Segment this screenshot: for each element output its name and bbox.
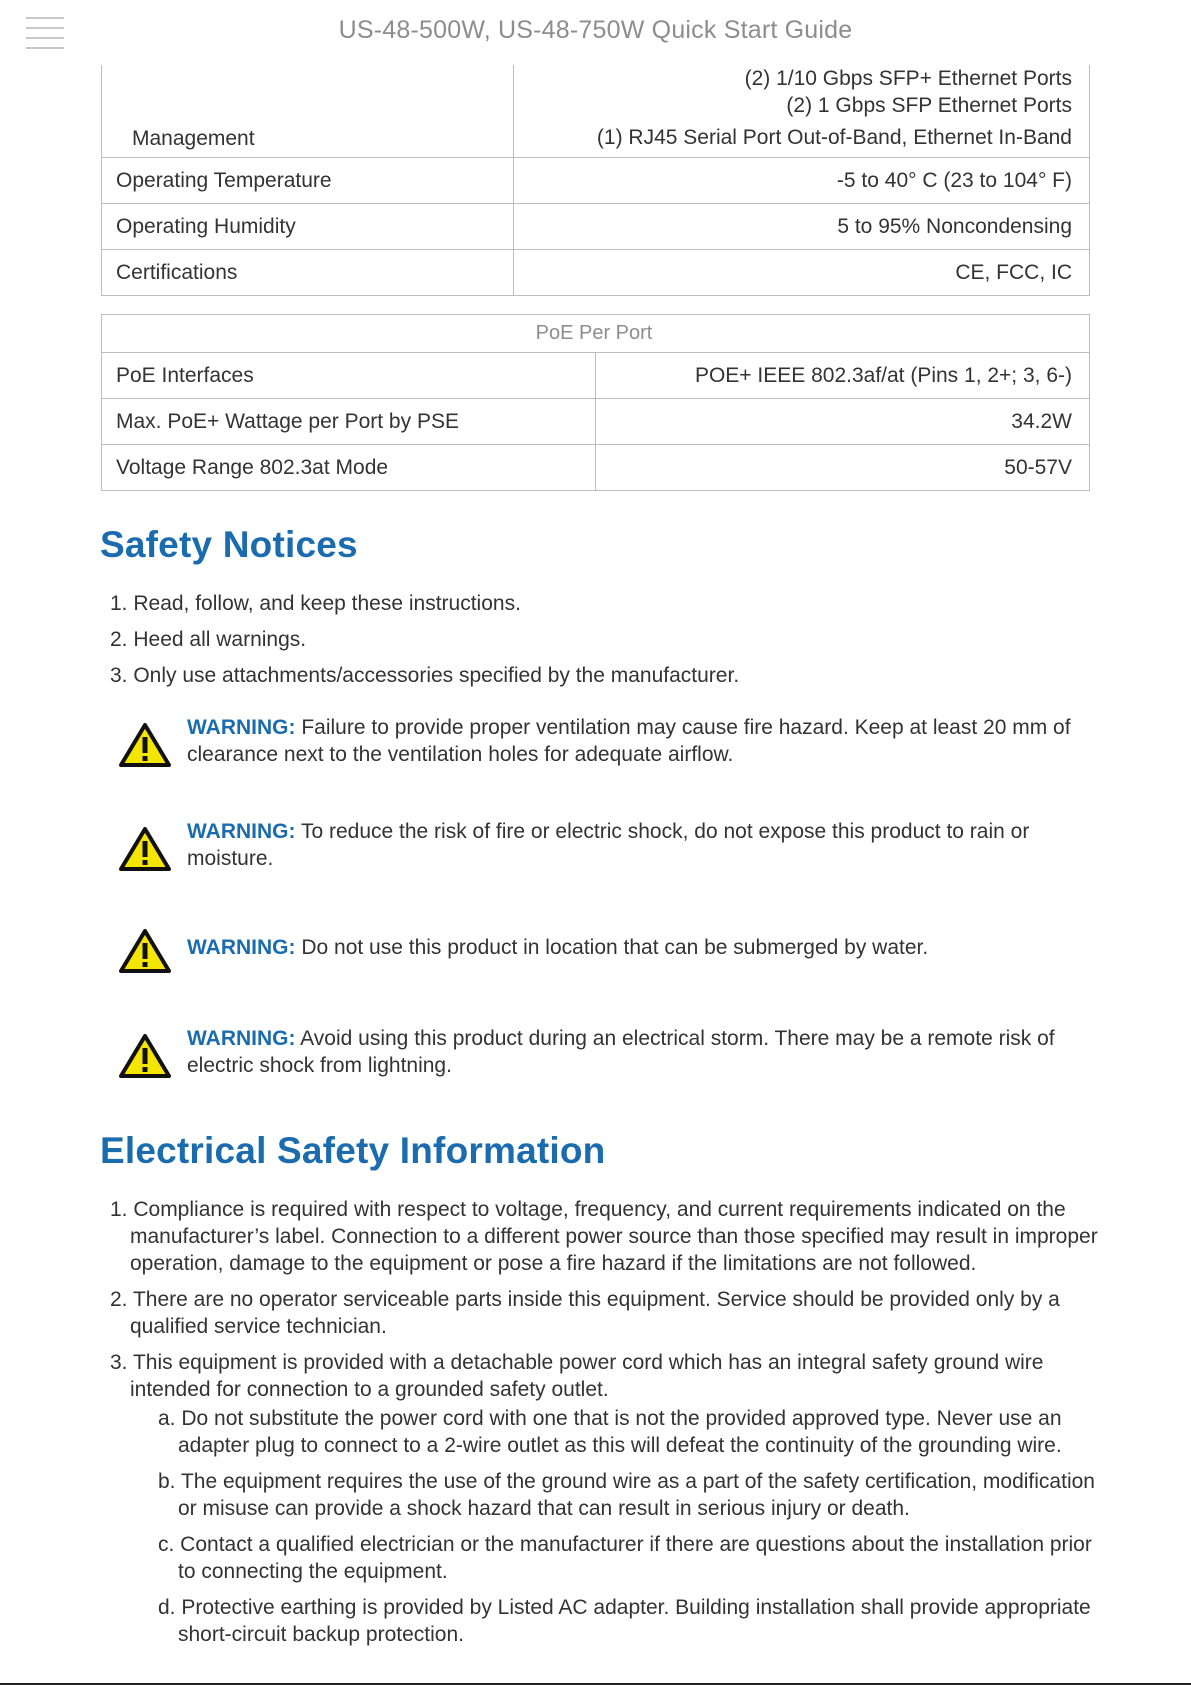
list-item	[110, 1349, 1100, 1648]
table-header-row	[102, 315, 1090, 353]
poe-value: POE+ IEEE 802.3af/at (Pins 1, 2+; 3, 6-)	[596, 353, 1090, 399]
table-row	[102, 353, 1090, 399]
warning-text	[187, 714, 1087, 768]
warning-label: WARNING:	[187, 1027, 296, 1050]
spec-value-line: (2) 1/10 Gbps SFP+ Ethernet Ports	[744, 67, 1072, 90]
safety-notices-heading: Safety Notices	[100, 524, 358, 565]
warning-text	[187, 818, 1087, 872]
spec-label: Operating Temperature	[102, 158, 514, 204]
list-item-text: 3. This equipment is provided with a detachable power cord which has an integral safety ground wire intended for connection to a grounded safety outlet.	[110, 1351, 1044, 1401]
list-item: 2. There are no operator serviceable parts inside this equipment. Service should be provided only by a qualified service technician.	[110, 1288, 1060, 1338]
spec-value: CE, FCC, IC	[514, 250, 1090, 296]
poe-label: Voltage Range 802.3at Mode	[102, 445, 596, 491]
warning-notice	[118, 920, 1078, 984]
warning-notice	[118, 1025, 1078, 1089]
warning-notice	[118, 714, 1078, 778]
warning-triangle-icon	[118, 722, 172, 768]
list-item: 1. Compliance is required with respect to voltage, frequency, and current requirements indicated on the manufacturer’s label. Connection to a different power source than those specified may result in improper operation, damage to the equipment or pose a fire hazard if the limitations are not followed.	[110, 1198, 1098, 1275]
warning-triangle-icon	[118, 928, 172, 974]
warning-body: Do not use this product in location that can be submerged by water.	[295, 936, 929, 959]
list-item: 3. Only use attachments/accessories specified by the manufacturer.	[110, 664, 740, 687]
sub-list-item: d. Protective earthing is provided by Listed AC adapter. Building installation shall provide appropriate short-circuit backup protection.	[158, 1596, 1091, 1646]
table-row	[102, 204, 1090, 250]
table-row	[102, 250, 1090, 296]
spec-label: Certifications	[102, 250, 514, 296]
list-item: 2. Heed all warnings.	[110, 628, 307, 651]
warning-body: Failure to provide proper ventilation may cause fire hazard. Keep at least 20 mm of clearance next to the ventilation holes for adequate airflow.	[187, 716, 1071, 766]
spec-value	[514, 65, 1090, 158]
table-row	[102, 445, 1090, 491]
warning-text	[187, 1025, 1087, 1079]
sub-list	[158, 1405, 1100, 1648]
safety-list	[110, 590, 1100, 698]
warning-notice	[118, 818, 1078, 882]
warning-body: Avoid using this product during an electrical storm. There may be a remote risk of electric shock from lightning.	[187, 1027, 1055, 1077]
warning-label: WARNING:	[187, 716, 296, 739]
spec-value: -5 to 40° C (23 to 104° F)	[514, 158, 1090, 204]
spec-label: Operating Humidity	[102, 204, 514, 250]
spec-value: 5 to 95% Noncondensing	[514, 204, 1090, 250]
warning-text	[187, 934, 1087, 961]
warning-body: To reduce the risk of fire or electric shock, do not expose this product to rain or moisture.	[187, 820, 1030, 870]
warning-label: WARNING:	[187, 936, 296, 959]
poe-label: PoE Interfaces	[102, 353, 596, 399]
warning-triangle-icon	[118, 826, 172, 872]
sub-list-item: c. Contact a qualified electrician or the manufacturer if there are questions about the installation prior to connecting the equipment.	[158, 1533, 1092, 1583]
table-row	[102, 399, 1090, 445]
poe-table-header: PoE Per Port	[102, 315, 1090, 353]
electrical-safety-heading: Electrical Safety Information	[100, 1130, 606, 1171]
poe-value: 34.2W	[596, 399, 1090, 445]
electrical-safety-list	[110, 1196, 1100, 1657]
poe-table	[101, 314, 1090, 491]
spec-value-line: (2) 1 Gbps SFP Ethernet Ports	[786, 94, 1072, 117]
warning-triangle-icon	[118, 1033, 172, 1079]
sub-list-item: a. Do not substitute the power cord with one that is not the provided approved type. Never use an adapter plug to connect to a 2-wire outlet as this will defeat the continuity of the grounding wire.	[158, 1407, 1062, 1457]
warning-label: WARNING:	[187, 820, 296, 843]
list-item: 1. Read, follow, and keep these instructions.	[110, 592, 521, 615]
table-row	[102, 158, 1090, 204]
table-row	[102, 65, 1090, 158]
poe-value: 50-57V	[596, 445, 1090, 491]
page-title: US-48-500W, US-48-750W Quick Start Guide	[338, 16, 853, 44]
spec-label: Management	[102, 65, 514, 158]
spec-value-line: (1) RJ45 Serial Port Out-of-Band, Ethernet In-Band	[596, 126, 1072, 149]
sub-list-item: b. The equipment requires the use of the ground wire as a part of the safety certification, modification or misuse can provide a shock hazard that can result in serious injury or death.	[158, 1470, 1095, 1520]
spec-table	[101, 65, 1090, 296]
poe-label: Max. PoE+ Wattage per Port by PSE	[102, 399, 596, 445]
